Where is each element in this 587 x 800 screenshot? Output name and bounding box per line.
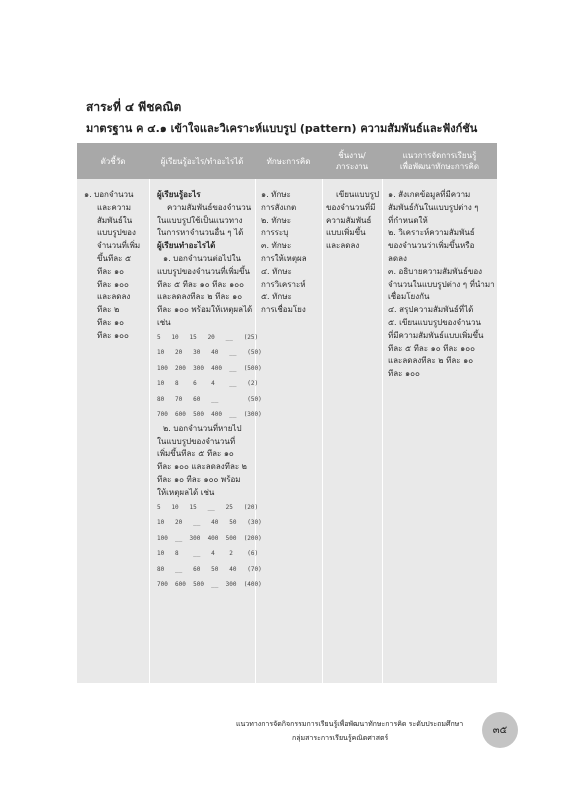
footer-subject: กลุ่มสาระการเรียนรู้คณิตศาสตร์ <box>292 734 389 742</box>
number-sequence: 700 600 500 400 __ (300) <box>157 411 262 419</box>
task-line: ความสัมพันธ์ <box>326 215 372 225</box>
learner-line: ทีละ ๕ ทีละ ๑๐ ทีละ ๑๐๐ <box>157 279 244 289</box>
number-sequence: 100 200 300 400 __ (500) <box>157 364 262 372</box>
number-sequence: 10 8 __ 4 2 (6) <box>157 550 259 558</box>
number-sequence: 5 10 15 __ 25 (20) <box>157 503 259 511</box>
skill-line: การสังเกต <box>261 202 297 212</box>
footer-book-title: แนวทางการจัดกิจกรรมการเรียนรู้เพื่อพัฒนาทักษะการคิด ระดับประถมศึกษา <box>236 720 464 728</box>
indicator-line: ทีละ ๑๐ <box>97 317 124 327</box>
number-sequence: 700 600 500 __ 300 (400) <box>157 581 262 589</box>
indicator-line: ทีละ ๑๐๐ <box>97 279 129 289</box>
guide-line: จำนวนในแบบรูปต่าง ๆ ที่นำมา <box>388 279 495 289</box>
number-sequence: 5 10 15 20 __ (25) <box>157 333 259 341</box>
column-divider <box>149 179 150 683</box>
learner-line: และลดลงทีละ ๒ ทีละ ๑๐ <box>157 292 243 302</box>
learner-line: ในแบบรูปของจำนวนที่ <box>157 436 236 446</box>
header-guide-line2: เพื่อพัฒนาทักษะการคิด <box>399 162 480 171</box>
learner-line: แบบรูปของจำนวนที่เพิ่มขึ้น <box>157 266 250 276</box>
guide-line: ๔. สรุปความสัมพันธ์ที่ได้ <box>388 305 474 315</box>
header-guide <box>382 143 497 179</box>
task-line: ของจำนวนที่มี <box>326 202 376 212</box>
skill-line: ๓. ทักษะ <box>261 241 292 251</box>
indicator-line: จำนวนที่เพิ่ม <box>97 241 141 251</box>
indicator-line: ๑. บอกจำนวน <box>84 190 134 199</box>
header-task-line1: ชิ้นงาน/ <box>338 151 366 160</box>
column-divider <box>322 179 323 683</box>
skill-line: การให้เหตุผล <box>261 253 307 263</box>
skill-line: ๔. ทักษะ <box>261 266 292 276</box>
page-number: ๓๕ <box>482 712 518 748</box>
skill-line: ๕. ทักษะ <box>261 292 292 302</box>
learner-line: ความสัมพันธ์ของจำนวน <box>167 202 252 212</box>
guide-line: ทีละ ๕ ทีละ ๑๐ ทีละ ๑๐๐ <box>388 343 475 353</box>
guide-cell <box>388 189 495 381</box>
learner-line: ๒. บอกจำนวนที่หายไป <box>163 423 242 433</box>
number-sequence: 100 __ 300 400 500 (200) <box>157 534 262 542</box>
learner-do-heading: ผู้เรียนทำอะไรได้ <box>157 241 216 251</box>
number-sequence: 10 8 6 4 __ (2) <box>157 380 259 388</box>
guide-line: ๓. อธิบายความสัมพันธ์ของ <box>388 266 483 276</box>
guide-line: ทีละ ๑๐๐ <box>388 369 420 379</box>
column-divider <box>382 179 383 683</box>
guide-line: ของจำนวนว่าเพิ่มขึ้นหรือ <box>388 241 475 251</box>
header-task <box>322 143 382 179</box>
skill-cell <box>261 189 307 317</box>
task-cell <box>326 189 379 253</box>
number-sequence: 80 __ 60 50 40 (70) <box>157 565 262 573</box>
guide-line: และลดลงทีละ ๒ ทีละ ๑๐ <box>388 356 474 366</box>
learner-line: ๑. บอกจำนวนต่อไปใน <box>163 253 241 263</box>
guide-line: ที่กำหนดให้ <box>388 215 428 225</box>
indicator-line: ทีละ ๒ <box>97 305 120 315</box>
header-task-line2: ภาระงาน <box>335 162 369 171</box>
learner-line: ในแบบรูปใช้เป็นแนวทาง <box>157 215 243 225</box>
guide-line: ๕. เขียนแบบรูปของจำนวน <box>388 317 481 327</box>
learner-line: ทีละ ๑๐ ทีละ ๑๐๐ พร้อม <box>157 474 241 484</box>
curriculum-table <box>77 143 497 683</box>
guide-line: ๒. วิเคราะห์ความสัมพันธ์ <box>388 228 475 238</box>
standard-title: มาตรฐาน ค ๔.๑ เข้าใจและวิเคราะห์แบบรูป (pattern) ความสัมพันธ์และฟังก์ชัน <box>86 122 478 135</box>
guide-line: สัมพันธ์กันในแบบรูปต่าง ๆ <box>388 202 479 212</box>
task-line: เขียนแบบรูป <box>336 190 380 199</box>
header-indicator: ตัวชี้วัด <box>100 156 126 166</box>
indicator-cell <box>84 189 140 343</box>
indicator-line: และลดลง <box>97 292 131 302</box>
guide-line: ลดลง <box>388 253 407 263</box>
number-sequence: 10 20 30 40 __ (50) <box>157 349 262 357</box>
learner-know-heading: ผู้เรียนรู้อะไร <box>157 190 201 199</box>
task-line: และลดลง <box>326 241 360 251</box>
strand-title: สาระที่ ๔ พีชคณิต <box>86 100 182 114</box>
learner-line: ในการหาจำนวนอื่น ๆ ได้ <box>157 228 244 238</box>
indicator-line: และความ <box>97 202 131 212</box>
guide-line: ๑. สังเกตข้อมูลที่มีความ <box>388 190 471 199</box>
learner-line: ทีละ ๑๐๐ พร้อมให้เหตุผลได้ <box>157 305 253 315</box>
learner-line: เพิ่มขึ้นทีละ ๕ ทีละ ๑๐ <box>157 449 234 459</box>
task-line: แบบเพิ่มขึ้น <box>326 228 366 238</box>
guide-line: เชื่อมโยงกัน <box>388 292 430 302</box>
skill-line: การเชื่อมโยง <box>261 305 306 315</box>
skill-line: ๑. ทักษะ <box>261 190 291 199</box>
indicator-line: ทีละ ๑๐๐ <box>97 330 129 340</box>
indicator-line: แบบรูปของ <box>97 228 136 238</box>
number-sequence: 80 70 60 __ (50) <box>157 395 262 403</box>
indicator-line: ขึ้นทีละ ๕ <box>97 253 132 263</box>
guide-line: ที่มีความสัมพันธ์แบบเพิ่มขึ้น <box>388 330 484 340</box>
header-learner: ผู้เรียนรู้อะไร/ทำอะไรได้ <box>160 156 244 166</box>
learner-line: ทีละ ๑๐๐ และลดลงทีละ ๒ <box>157 462 247 472</box>
header-skill: ทักษะการคิด <box>266 156 311 166</box>
skill-line: ๒. ทักษะ <box>261 215 292 225</box>
indicator-line: สัมพันธ์ใน <box>97 215 133 225</box>
number-sequence: 10 20 __ 40 50 (30) <box>157 519 262 527</box>
header-guide-line1: แนวการจัดการเรียนรู้ <box>402 151 477 160</box>
learner-cell <box>157 189 262 593</box>
skill-line: การระบุ <box>261 228 289 238</box>
table-header <box>77 143 497 179</box>
learner-line: เช่น <box>157 317 171 327</box>
indicator-line: ทีละ ๑๐ <box>97 266 124 276</box>
skill-line: การวิเคราะห์ <box>261 279 306 289</box>
learner-line: ให้เหตุผลได้ เช่น <box>157 487 215 497</box>
